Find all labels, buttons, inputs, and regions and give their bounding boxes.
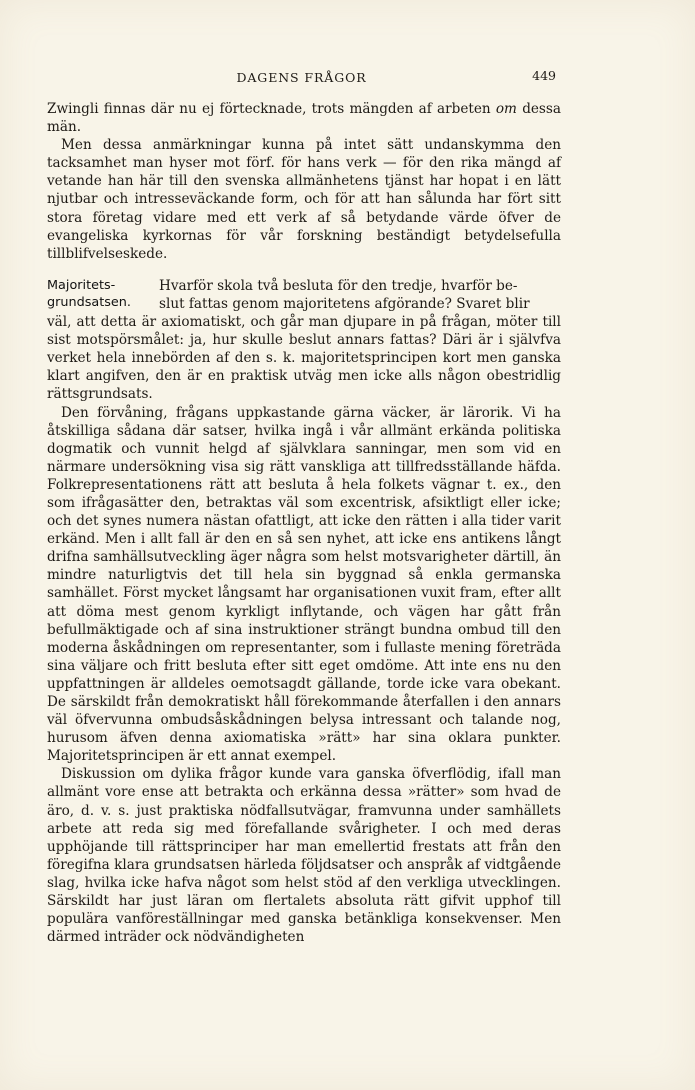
paragraph-1-emphasis: om (495, 101, 517, 117)
paragraph-1-text: Zwingli finnas där nu ej förtecknade, trots mängden af arbeten (47, 101, 491, 117)
running-header (47, 68, 556, 88)
margin-heading-line-1: Majoritets- (47, 277, 116, 293)
section-lead-line-2: slut fattas genom majoritetens afgörande? Svaret blir (159, 295, 530, 312)
page-number: 449 (532, 68, 556, 83)
paragraph-4: Den förvåning, frågans uppkastande gärna väcker, är lärorik. Vi ha åtskilliga sådana där satser, hvilka ingå i vår allmänt erkända politiska dogmatik och vunnit helgd af självklara sanningar, men som vid en närmare undersökning visa sig rätt vanskliga att tillfredsställande häfda. Folkrepresentationens rätt att besluta å hela folkets vägnar t. ex., den som ifrågasätter den, betraktas väl som excentrisk, afsiktligt eller icke; och det synes numera nästan ofattligt, att icke den rätten i alla tider varit erkänd. Men i allt fall är den en så sen nyhet, att icke ens antikens långt drifna samhällsutveckling äger några som helst motsvarigheter därtill, än mindre naturligtvis det till hela sin byggnad så enkla germanska samhället. Först mycket långsamt har organisationen vuxit fram, efter allt att döma mest genom kyrkligt inflytande, och vägen har gått från befullmäktigade och af sina instruktioner strängt bundna ombud till den moderna åskådningen om representanter, som i fullaste mening företräda sina väljare och fritt besluta efter sitt eget omdöme. Att inte ens nu den uppfattningen är alldeles oemotsagdt gällande, torde icke vara obekant. De särskildt från demokratiskt håll förekommande återfallen i den annars väl öfvervunna ombudsåskådningen belysa intressant och talande nog, hurusom äfven denna axiomatiska »rätt» har sina oklara punkter. Majoritetsprincipen är ett annat exempel. (47, 404, 561, 765)
header-title: DAGENS FRÅGOR (236, 70, 367, 85)
margin-heading (47, 277, 147, 312)
paragraph-1 (47, 100, 561, 136)
section-lead-line-1: Hvarför skola två besluta för den tredje, hvarför be- (159, 277, 518, 294)
margin-heading-line-2: grundsatsen. (47, 295, 131, 311)
paragraph-2: Men dessa anmärkningar kunna på intet sätt undanskymma den tacksamhet man hyser mot förf. för hans verk — för den rika mängd af vetande han här till den svenska allmänhetens tjänst har hopat i en lätt njutbar och intresseväckande form, och för att han sålunda har fört sitt stora företag vidare med ett verk af så betydande värde öfver de evangeliska kyrkornas för vår forskning beständigt betydelsefulla tillblifvelseskede. (47, 137, 561, 262)
body-text (47, 100, 561, 946)
paragraph-3: väl, att detta är axiomatiskt, och går man djupare in på frågan, möter till sist motspörsmålet: ja, hur skulle beslut annars fattas? Däri är i självfva verket hela innebörden af den s. k. majoritetsprincipen kort men ganska klart angifven, den är en praktisk utväg men icke alls någon obestridlig rättsgrundsats. (47, 314, 561, 403)
section-gap (47, 263, 561, 277)
paragraph-1-end: dessa män. (47, 101, 561, 136)
section-majoritetsgrundsatsen (47, 277, 561, 946)
paragraph-5: Diskussion om dylika frågor kunde vara ganska öfverflödig, ifall man allmänt vore ense att betrakta och erkänna dessa »rätter» som hvad de äro, d. v. s. just praktiska nödfallsutvägar, framvunna under samhällets arbete att reda sig med förefallande svårigheter. I och med deras upphöjande till rättsprinciper har man emellertid frestats att från den föregifna klara grundsatsen härleda följdsatser och anspråk af vidtgående slag, hvilka icke hafva något som helst stöd af den verkliga utvecklingen. Särskildt har just läran om flertalets absoluta rätt gifvit upphof till populära vanföreställningar med ganska betänkliga konsekvenser. Men därmed inträder ock nödvändigheten (47, 766, 561, 946)
